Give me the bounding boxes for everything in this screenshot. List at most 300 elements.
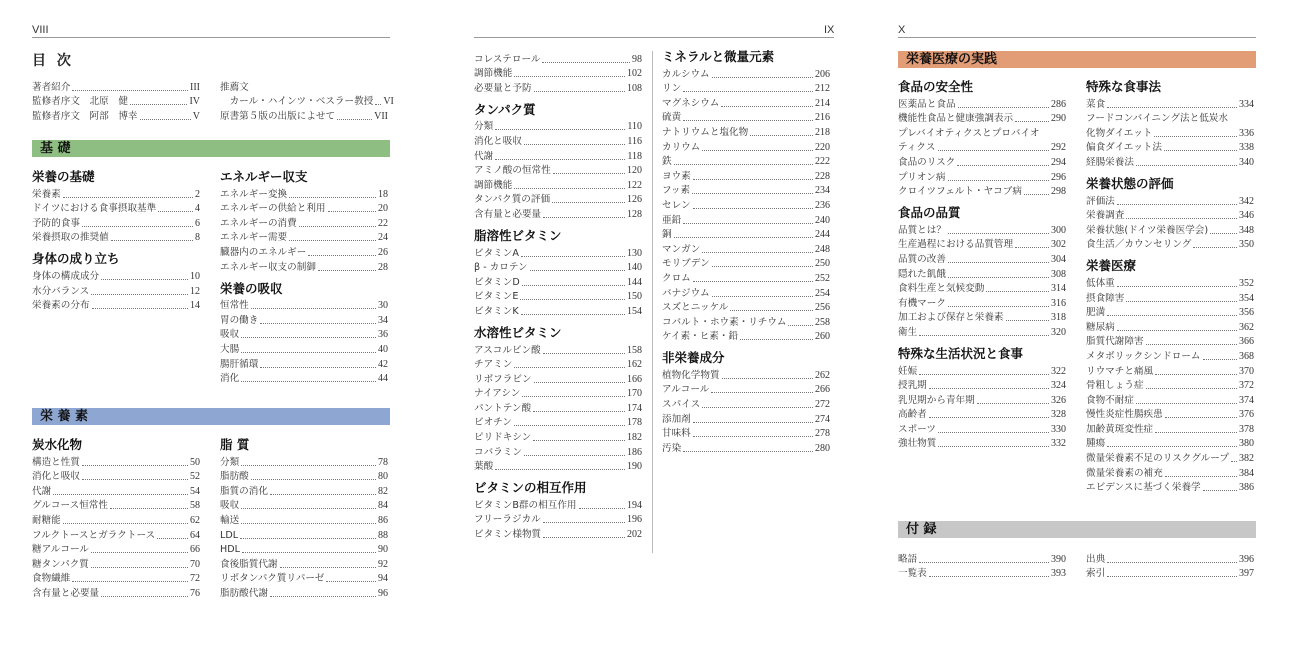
toc-entry [220, 542, 388, 557]
dot-leader [242, 552, 376, 553]
toc-entry [220, 201, 388, 216]
entry-page: 374 [1239, 394, 1254, 406]
toc-entry [32, 571, 200, 586]
entry-page: 12 [190, 285, 200, 297]
toc-entry [1086, 392, 1254, 407]
entry-page: 258 [815, 316, 830, 328]
dot-leader [1107, 315, 1237, 316]
entry-page: VII [374, 110, 388, 122]
toc-entry [1086, 275, 1254, 290]
subsection-heading: 栄養の基礎 [32, 169, 95, 184]
entry-title: 微量栄養素不足のリスクグループ [1086, 453, 1229, 465]
entry-page: 328 [1051, 409, 1066, 421]
entry-page: 20 [378, 203, 388, 215]
entry-page: 26 [378, 246, 388, 258]
dot-leader [938, 432, 1049, 433]
toc-entry [32, 94, 200, 109]
entry-page: 352 [1239, 277, 1254, 289]
entry-page: 50 [190, 456, 200, 468]
entry-page: 370 [1239, 365, 1254, 377]
entry-page: 92 [378, 558, 388, 570]
entry-page: 236 [815, 199, 830, 211]
entry-title: 腫瘍 [1086, 438, 1106, 450]
toc-entry [1086, 421, 1254, 436]
entry-title: 大腸 [220, 343, 240, 355]
entry-title: 強壮物質 [898, 438, 937, 450]
dot-leader [1015, 121, 1049, 122]
toc-entry [32, 585, 200, 600]
entry-title: ドイツにおける食事摂取基準 [32, 203, 157, 215]
entry-page: 4 [195, 203, 200, 215]
entry-page: 116 [627, 135, 642, 147]
toc-entry [32, 108, 200, 123]
entry-title: 微量栄養素の補充 [1086, 467, 1163, 479]
toc-entry [898, 251, 1066, 266]
entry-title: 生産過程における品質管理 [898, 239, 1014, 251]
section-band-furoku: 付 録 [898, 521, 1256, 538]
entry-title: 身体の構成成分 [32, 270, 100, 282]
toc-entry [662, 66, 830, 81]
entry-title: スポーツ [898, 423, 936, 435]
toc-entry [32, 512, 200, 527]
dot-leader [91, 552, 188, 553]
toc-group [32, 436, 200, 600]
dot-leader [702, 150, 813, 151]
entry-title: 品質の改善 [898, 253, 946, 265]
dot-leader [92, 308, 188, 309]
entry-title: 腸肝循環 [220, 358, 259, 370]
dot-leader [157, 538, 188, 539]
subsection-heading: 栄養医療 [1086, 258, 1137, 274]
dot-leader [240, 538, 376, 539]
entry-title: フルクトースとガラクトース [32, 529, 156, 541]
entry-title: 硫黄 [662, 112, 682, 124]
entry-page: 278 [815, 428, 830, 440]
toc-entry [220, 230, 388, 245]
entry-page: 30 [378, 300, 388, 312]
toc-entry [220, 469, 388, 484]
entry-title: メタボリックシンドローム [1086, 350, 1201, 362]
entry-title: 耐糖能 [32, 514, 61, 526]
dot-leader [521, 314, 625, 315]
dot-leader [82, 465, 188, 466]
entry-page: VI [383, 96, 394, 108]
toc-entry [32, 230, 200, 245]
dot-leader [693, 208, 813, 209]
entry-page: 318 [1051, 312, 1066, 324]
entry-page: 362 [1239, 321, 1254, 333]
toc-entry [220, 512, 388, 527]
dot-leader [260, 323, 376, 324]
dot-leader [693, 422, 813, 423]
entry-page: 102 [627, 68, 642, 80]
entry-title: 監修者序文 北原 健 [32, 96, 128, 108]
entry-title: 必要量と予防 [474, 82, 532, 94]
entry-page: 218 [815, 126, 830, 138]
entry-page: 28 [378, 261, 388, 273]
toc-entry [474, 415, 642, 430]
entry-title: 糖タンパク質 [32, 558, 89, 570]
entry-page: 248 [815, 243, 830, 255]
entry-page: 18 [378, 188, 388, 200]
dot-leader [948, 262, 1049, 263]
entry-title: 脂質代謝障害 [1086, 336, 1144, 348]
dot-leader [328, 211, 376, 212]
entry-title: アスコルビン酸 [474, 344, 541, 356]
entry-title: 経腸栄養法 [1086, 156, 1134, 168]
toc-entry [220, 327, 388, 342]
dot-leader [1203, 359, 1237, 360]
toc-entry [898, 125, 1066, 140]
entry-page: 166 [627, 373, 642, 385]
toc-entry [1086, 450, 1254, 465]
entry-page: 10 [190, 270, 200, 282]
entry-title: タンパク質の評価 [474, 194, 551, 206]
entry-title: 授乳期 [898, 380, 927, 392]
dot-leader [730, 310, 813, 311]
toc-entry [474, 497, 642, 512]
dot-leader [111, 240, 193, 241]
entry-title: リン [662, 83, 682, 95]
toc-entry [474, 400, 642, 415]
dot-leader [289, 240, 376, 241]
toc-title: 目 次 [32, 53, 74, 69]
dot-leader [82, 479, 188, 480]
dot-leader [251, 308, 376, 309]
entry-title: マンガン [662, 243, 701, 255]
entry-page: 22 [378, 217, 388, 229]
dot-leader [1164, 150, 1237, 151]
dot-leader [543, 217, 625, 218]
dot-leader [722, 378, 813, 379]
toc-entry [898, 392, 1066, 407]
entry-title: 鉄 [662, 156, 672, 168]
entry-title: β - カロテン [474, 262, 528, 274]
entry-page: 24 [378, 232, 388, 244]
entry-page: 262 [815, 369, 830, 381]
entry-page: 260 [815, 331, 830, 343]
dot-leader [919, 335, 1049, 336]
entry-page: 376 [1239, 409, 1254, 421]
entry-page: 396 [1239, 553, 1254, 565]
toc-entry [474, 177, 642, 192]
entry-title: 加工および保存と栄養素 [898, 312, 1004, 324]
entry-title: 分類 [220, 456, 240, 468]
subsection-heading: 脂溶性ビタミン [474, 227, 562, 243]
dot-leader [683, 91, 813, 92]
dot-leader [938, 150, 1049, 151]
toc-entry [1086, 305, 1254, 320]
dot-leader [702, 407, 813, 408]
entry-title: プリオン病 [898, 171, 946, 183]
toc-entry [474, 289, 642, 304]
entry-page: 308 [1051, 268, 1066, 280]
page-number-left: VIII [32, 24, 49, 36]
toc-entry [220, 454, 388, 469]
toc-entry [32, 201, 200, 216]
entry-title: クロイツフェルト・ヤコブ病 [898, 186, 1022, 198]
toc-entry [32, 79, 200, 94]
entry-title: 添加剤 [662, 413, 691, 425]
entry-page: 342 [1239, 195, 1254, 207]
dot-leader [986, 291, 1049, 292]
entry-page: 40 [378, 343, 388, 355]
entry-title: 胃の働き [220, 314, 259, 326]
toc-entry [1086, 96, 1254, 111]
dot-leader [1107, 562, 1237, 563]
dot-leader [543, 353, 625, 354]
entry-title: 調節機能 [474, 179, 513, 191]
toc-group [474, 227, 642, 318]
entry-title: 臓器内のエネルギー [220, 246, 307, 258]
toc-entry [1086, 193, 1254, 208]
entry-page: 58 [190, 500, 200, 512]
entry-page: 118 [627, 150, 642, 162]
entry-page: 98 [632, 53, 642, 65]
entry-page: 126 [627, 194, 642, 206]
subsection-heading: 脂 質 [220, 437, 250, 452]
entry-title: エビデンスに基づく栄養学 [1086, 482, 1201, 494]
toc-entry [220, 79, 388, 94]
entry-page: 88 [378, 529, 388, 541]
dot-leader [280, 567, 376, 568]
entry-page: 6 [195, 217, 200, 229]
entry-title: 索引 [1086, 568, 1106, 580]
toc-entry [898, 222, 1066, 237]
dot-leader [270, 596, 376, 597]
toc-entry [1086, 378, 1254, 393]
entry-title: ビタミンK [474, 305, 519, 317]
toc-entry [898, 237, 1066, 252]
entry-page: 186 [627, 446, 642, 458]
entry-page: V [192, 110, 200, 122]
entry-title: 食生活／カウンセリング [1086, 239, 1192, 251]
entry-title: 銅 [662, 229, 672, 241]
dot-leader [72, 90, 188, 91]
toc-entry [898, 266, 1066, 281]
toc-entry [1086, 363, 1254, 378]
toc-entry [220, 556, 388, 571]
dot-leader [1193, 247, 1237, 248]
eiyouso-right-column [220, 436, 388, 606]
entry-page: 36 [378, 329, 388, 341]
entry-page: 90 [378, 544, 388, 556]
entry-title: HDL [220, 544, 240, 556]
entry-page: 382 [1239, 453, 1254, 465]
toc-entry [662, 396, 830, 411]
entry-page: 202 [627, 529, 642, 541]
dot-leader [241, 523, 376, 524]
entry-title: 甘味料 [662, 428, 691, 440]
entry-title: ビオチン [474, 417, 512, 429]
dot-leader [552, 202, 625, 203]
entry-title: 栄養素 [32, 188, 61, 200]
dot-leader [533, 440, 625, 441]
header-rule-left [32, 37, 390, 38]
toc-entry [662, 95, 830, 110]
toc-entry [898, 96, 1066, 111]
toc-group [474, 101, 642, 221]
dot-leader [1006, 320, 1049, 321]
front-matter-right [220, 79, 394, 123]
entry-title: 骨粗しょう症 [1086, 380, 1144, 392]
entry-title: 妊娠 [898, 365, 918, 377]
section-band-eiyouso: 栄 養 素 [32, 408, 390, 425]
dot-leader [533, 411, 625, 412]
entry-title: ビタミン様物質 [474, 529, 542, 541]
entry-title: グルコース恒常性 [32, 500, 108, 512]
entry-title: 略語 [898, 553, 918, 565]
entry-title: ケイ素・ヒ素・鉛 [662, 331, 739, 343]
toc-entry [474, 80, 642, 95]
entry-page: 144 [627, 276, 642, 288]
entry-title: クロム [662, 272, 691, 284]
entry-page: 356 [1239, 307, 1254, 319]
entry-page: 110 [627, 121, 642, 133]
toc-entry [32, 283, 200, 298]
entry-page: 338 [1239, 142, 1254, 154]
dot-leader [693, 436, 813, 437]
entry-title: 植物化学物質 [662, 369, 720, 381]
toc-entry [474, 303, 642, 318]
entry-page: 206 [815, 68, 830, 80]
entry-page: 244 [815, 229, 830, 241]
entry-page: III [190, 81, 200, 93]
toc-entry [898, 551, 1066, 566]
toc-entry [898, 324, 1066, 339]
toc-entry [220, 94, 394, 109]
toc-entry [1086, 319, 1254, 334]
entry-page: 280 [815, 442, 830, 454]
toc-entry [662, 440, 830, 455]
toc-entry [662, 329, 830, 344]
entry-page: 330 [1051, 423, 1066, 435]
dot-leader [251, 479, 376, 480]
toc-entry [1086, 407, 1254, 422]
entry-title: 代謝 [474, 150, 494, 162]
entry-title: 衛生 [898, 326, 918, 338]
subsection-heading: 特殊な食事法 [1086, 79, 1162, 94]
entry-title: 機能性食品と健康強調表示 [898, 113, 1014, 125]
toc-entry [662, 227, 830, 242]
dot-leader [101, 279, 188, 280]
entry-page: 2 [195, 188, 200, 200]
dot-leader [977, 403, 1049, 404]
dot-leader [534, 91, 625, 92]
dot-leader [1107, 576, 1237, 577]
entry-title: 摂食障害 [1086, 292, 1125, 304]
dot-leader [241, 465, 376, 466]
entry-title: ビタミンE [474, 291, 519, 303]
entry-page: 334 [1239, 98, 1254, 110]
toc-entry [898, 295, 1066, 310]
dot-leader [919, 374, 1049, 375]
entry-title: カリウム [662, 141, 701, 153]
dot-leader [711, 392, 813, 393]
toc-entry [662, 183, 830, 198]
toc-entry [32, 186, 200, 201]
entry-page: 314 [1051, 283, 1066, 295]
entry-title: ピリドキシン [474, 432, 532, 444]
entry-title: 分類 [474, 121, 494, 133]
toc-entry [1086, 125, 1254, 140]
toc-entry [898, 566, 1066, 581]
entry-title: 隠れた飢餓 [898, 268, 946, 280]
toc-entry [474, 371, 642, 386]
entry-title: モリブデン [662, 258, 710, 270]
entry-title: スズとニッケル [662, 302, 729, 314]
eiyouso-left-column [32, 436, 200, 606]
dot-leader [948, 277, 1049, 278]
toc-group [1086, 175, 1254, 251]
column-divider [652, 51, 653, 553]
toc-entry [32, 527, 200, 542]
entry-title: 食料生産と気候変動 [898, 283, 985, 295]
entry-page: 292 [1051, 142, 1066, 154]
entry-page: 216 [815, 112, 830, 124]
dot-leader [1165, 417, 1237, 418]
dot-leader [299, 226, 376, 227]
entry-title: 消化と吸収 [32, 471, 80, 483]
entry-title: 慢性炎症性腸疾患 [1086, 409, 1163, 421]
toc-entry [898, 407, 1066, 422]
toc-entry [32, 215, 200, 230]
toc-entry [662, 270, 830, 285]
entry-title: 肥満 [1086, 307, 1106, 319]
dot-leader [241, 352, 376, 353]
toc-entry [220, 312, 388, 327]
entry-title: 菜食 [1086, 98, 1106, 110]
entry-page: 272 [815, 399, 830, 411]
toc-group [1086, 257, 1254, 494]
entry-page: 8 [195, 232, 200, 244]
dot-leader [957, 165, 1049, 166]
dot-leader [1024, 194, 1049, 195]
entry-title: 含有量と必要量 [32, 587, 100, 599]
entry-page: 96 [378, 587, 388, 599]
entry-page: 78 [378, 456, 388, 468]
entry-page: 378 [1239, 423, 1254, 435]
toc-entry [32, 542, 200, 557]
dot-leader [1107, 107, 1237, 108]
entry-title: プレバイオティクスとプロバイオ [898, 127, 1040, 139]
entry-page: 42 [378, 358, 388, 370]
front-matter-left [32, 79, 200, 123]
entry-title: 吸収 [220, 329, 240, 341]
entry-title: 消化と吸収 [474, 135, 522, 147]
entry-title: コレステロール [474, 53, 541, 65]
entry-title: 代謝 [32, 485, 52, 497]
entry-title: リウマチと痛風 [1086, 365, 1154, 377]
toc-entry [220, 108, 388, 123]
toc-entry [220, 571, 388, 586]
dot-leader [495, 129, 625, 130]
iryou-right-column [1086, 78, 1254, 500]
toc-group [474, 324, 642, 473]
subsection-heading: 水溶性ビタミン [474, 324, 562, 340]
entry-page: 320 [1051, 326, 1066, 338]
entry-page: 154 [627, 305, 642, 317]
header-rule-right [898, 37, 1256, 38]
entry-page: 174 [627, 402, 642, 414]
toc-entry [1086, 566, 1254, 581]
dot-leader [683, 223, 813, 224]
entry-title: 糖尿病 [1086, 321, 1115, 333]
dot-leader [1117, 286, 1237, 287]
entry-page: 34 [378, 314, 388, 326]
dot-leader [1136, 165, 1237, 166]
toc-entry [474, 274, 642, 289]
